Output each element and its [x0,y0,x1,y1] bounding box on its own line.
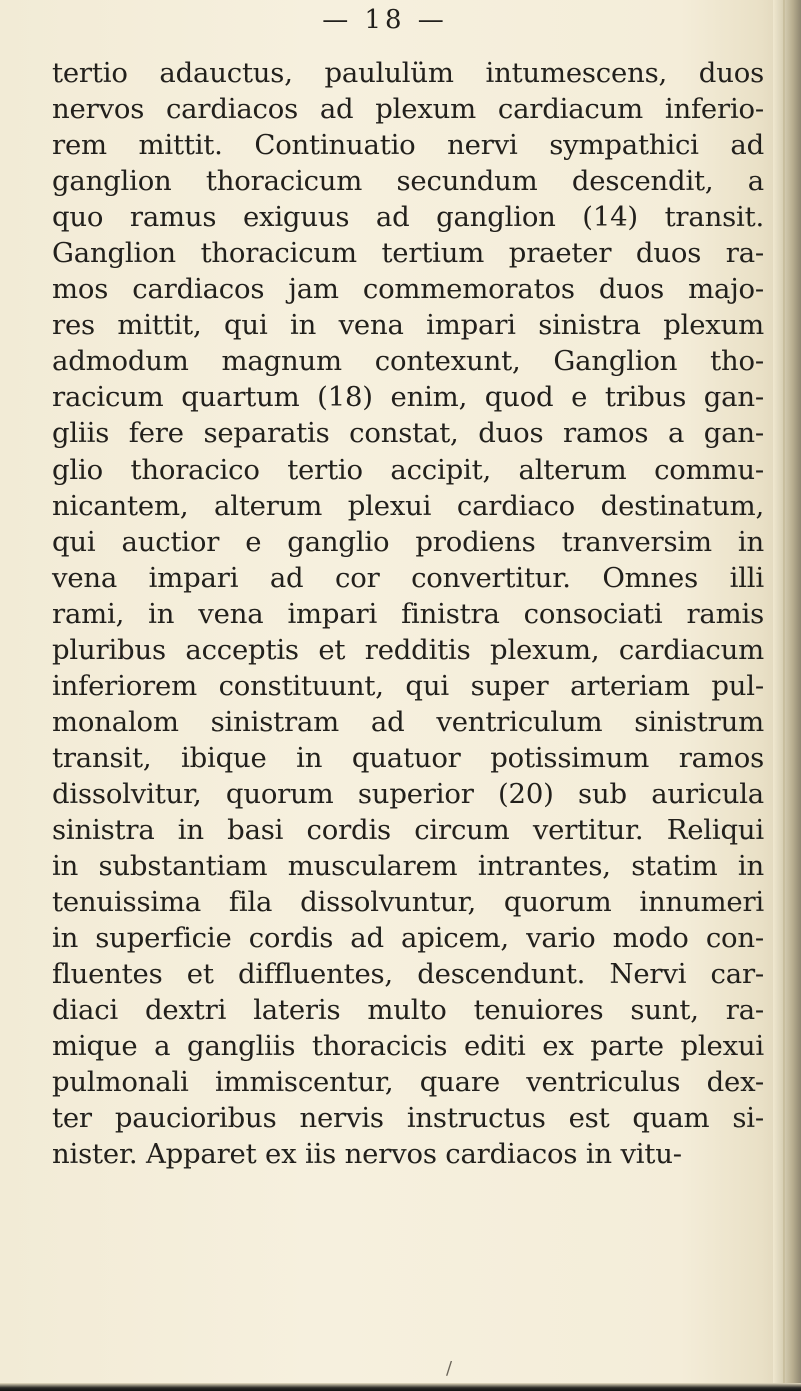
text-line: vena impari ad cor convertitur. Omnes illi [52,561,764,594]
text-line: nervos cardiacos ad plexum cardiacum inferio- [52,93,764,126]
text-line: monalom sinistram ad ventriculum sinistrum [52,705,764,738]
text-line: gliis fere separatis constat, duos ramos a gan- [52,417,764,450]
text-line: rem mittit. Continuatio nervi sympathici ad [52,129,764,162]
text-line: inferiorem constituunt, qui super arteriam pul- [52,669,764,702]
text-line: res mittit, qui in vena impari sinistra plexum [52,309,764,342]
text-line: nicantem, alterum plexui cardiaco destinatum, [52,489,764,522]
text-line: ter paucioribus nervis instructus est quam si- [52,1102,764,1135]
text-line: tenuissima fila dissolvuntur, quorum innumeri [52,886,764,919]
text-line: pulmonali immiscentur, quare ventriculus dex- [52,1066,764,1099]
text-line: in superficie cordis ad apicem, vario modo con- [52,922,764,955]
page-bottom-edge [0,1383,801,1391]
text-line: dissolvitur, quorum superior (20) sub auricula [52,777,764,810]
text-line: diaci dextri lateris multo tenuiores sunt, ra- [52,994,764,1027]
text-line: pluribus acceptis et redditis plexum, cardiacum [52,633,764,666]
text-line: nister. Apparet ex iis nervos cardiacos in vitu- [52,1138,682,1171]
text-line: admodum magnum contexunt, Ganglion tho- [52,345,764,378]
text-line: sinistra in basi cordis circum vertitur. Reliqui [52,813,764,846]
text-line: racicum quartum (18) enim, quod e tribus gan- [52,381,764,414]
text-line: Ganglion thoracicum tertium praeter duos ra- [52,237,764,270]
text-line: fluentes et diffluentes, descendunt. Nervi car- [52,958,764,991]
text-line: ganglion thoracicum secundum descendit, a [52,165,764,198]
text-line: qui auctior e ganglio prodiens tranversim in [52,525,764,558]
page-number-header: — 18 — [322,5,448,35]
text-line: tertio adauctus, paululüm intumescens, duos [52,57,764,89]
text-line: rami, in vena impari finistra consociati ramis [52,597,764,630]
text-line: in substantiam muscularem intrantes, statim in [52,850,764,883]
text-line: quo ramus exiguus ad ganglion (14) transit. [52,201,764,234]
text-line: mos cardiacos jam commemoratos duos majo- [52,273,764,306]
text-line: transit, ibique in quatuor potissimum ramos [52,741,764,774]
body-text [52,55,764,1172]
stray-mark: / [446,1358,453,1379]
text-line: mique a gangliis thoracicis editi ex parte plexui [52,1030,764,1063]
text-line: glio thoracico tertio accipit, alterum commu- [52,453,764,486]
page-binding-edge [773,0,801,1391]
